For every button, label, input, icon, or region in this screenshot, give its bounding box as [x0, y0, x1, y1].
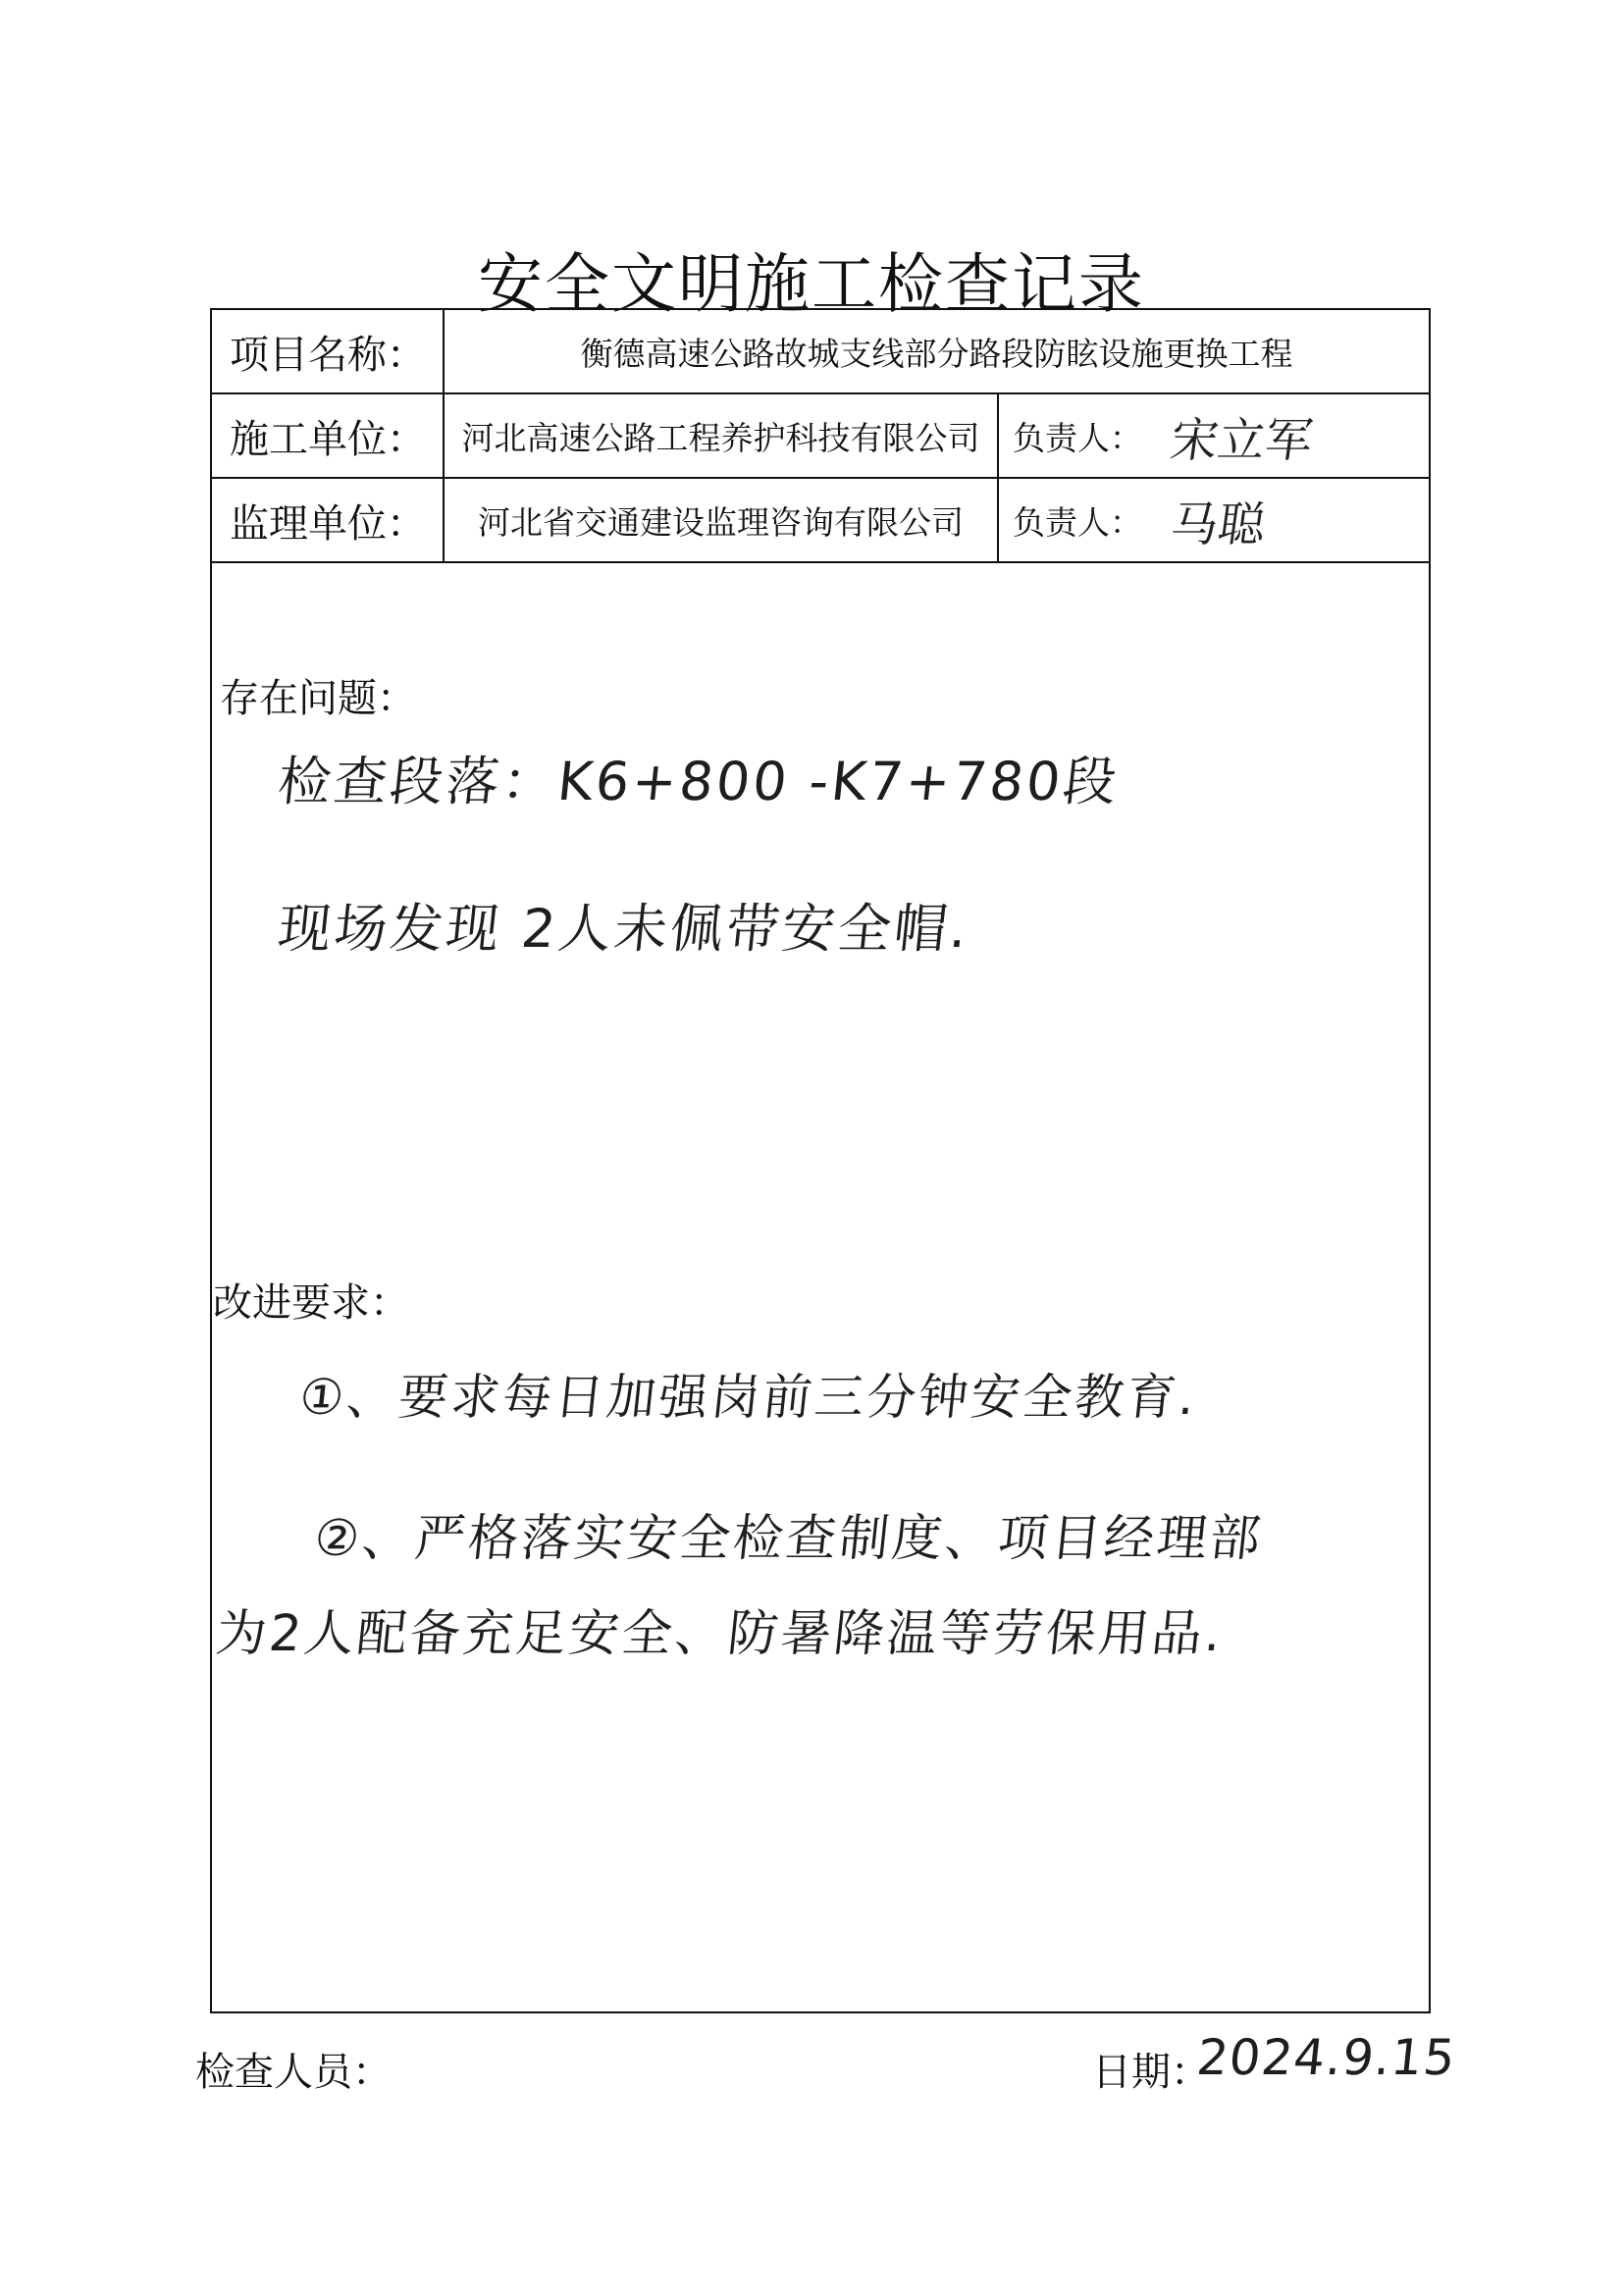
- contractor-row: [212, 394, 1429, 479]
- issues-heading: 存在问题：: [220, 676, 416, 721]
- contractor-label: 施工单位：: [212, 394, 445, 477]
- contractor-value: 河北高速公路工程养护科技有限公司: [445, 394, 999, 477]
- requirement-line: ①、要求每日加强岗前三分钟安全教育.: [296, 1369, 1201, 1426]
- project-label: 项目名称：: [212, 310, 445, 392]
- contractor-person-label: 负责人：: [1013, 418, 1142, 457]
- supervisor-person-cell: [999, 479, 1429, 561]
- supervisor-label: 监理单位：: [212, 479, 445, 561]
- supervisor-value: 河北省交通建设监理咨询有限公司: [445, 479, 999, 561]
- project-value: 衡德高速公路故城支线部分路段防眩设施更换工程: [580, 334, 1293, 373]
- inspector-label: 检查人员：: [195, 2050, 392, 2095]
- date-value: 2024.9.15: [1193, 2029, 1459, 2086]
- contractor-person-cell: [999, 394, 1429, 477]
- project-row: [212, 310, 1429, 394]
- document-title: 安全文明施工检查记录: [478, 246, 1145, 322]
- supervisor-row: [212, 479, 1429, 563]
- supervisor-person-signature: 马聪: [1167, 496, 1270, 552]
- issue-line: 检查段落：K6+800 -K7+780段: [275, 751, 1123, 812]
- contractor-person-signature: 宋立军: [1167, 412, 1317, 468]
- requirements-heading: 改进要求：: [213, 1280, 409, 1326]
- issue-line: 现场发现 2人未佩带安全帽.: [275, 898, 973, 960]
- requirement-line: ②、严格落实安全检查制度、项目经理部: [311, 1510, 1267, 1568]
- date-label: 日期：: [1092, 2050, 1210, 2095]
- inspection-record-table: [210, 308, 1431, 2013]
- requirement-line: 为2人配备充足安全、防暑降温等劳保用品.: [213, 1605, 1228, 1663]
- supervisor-person-label: 负责人：: [1013, 502, 1142, 542]
